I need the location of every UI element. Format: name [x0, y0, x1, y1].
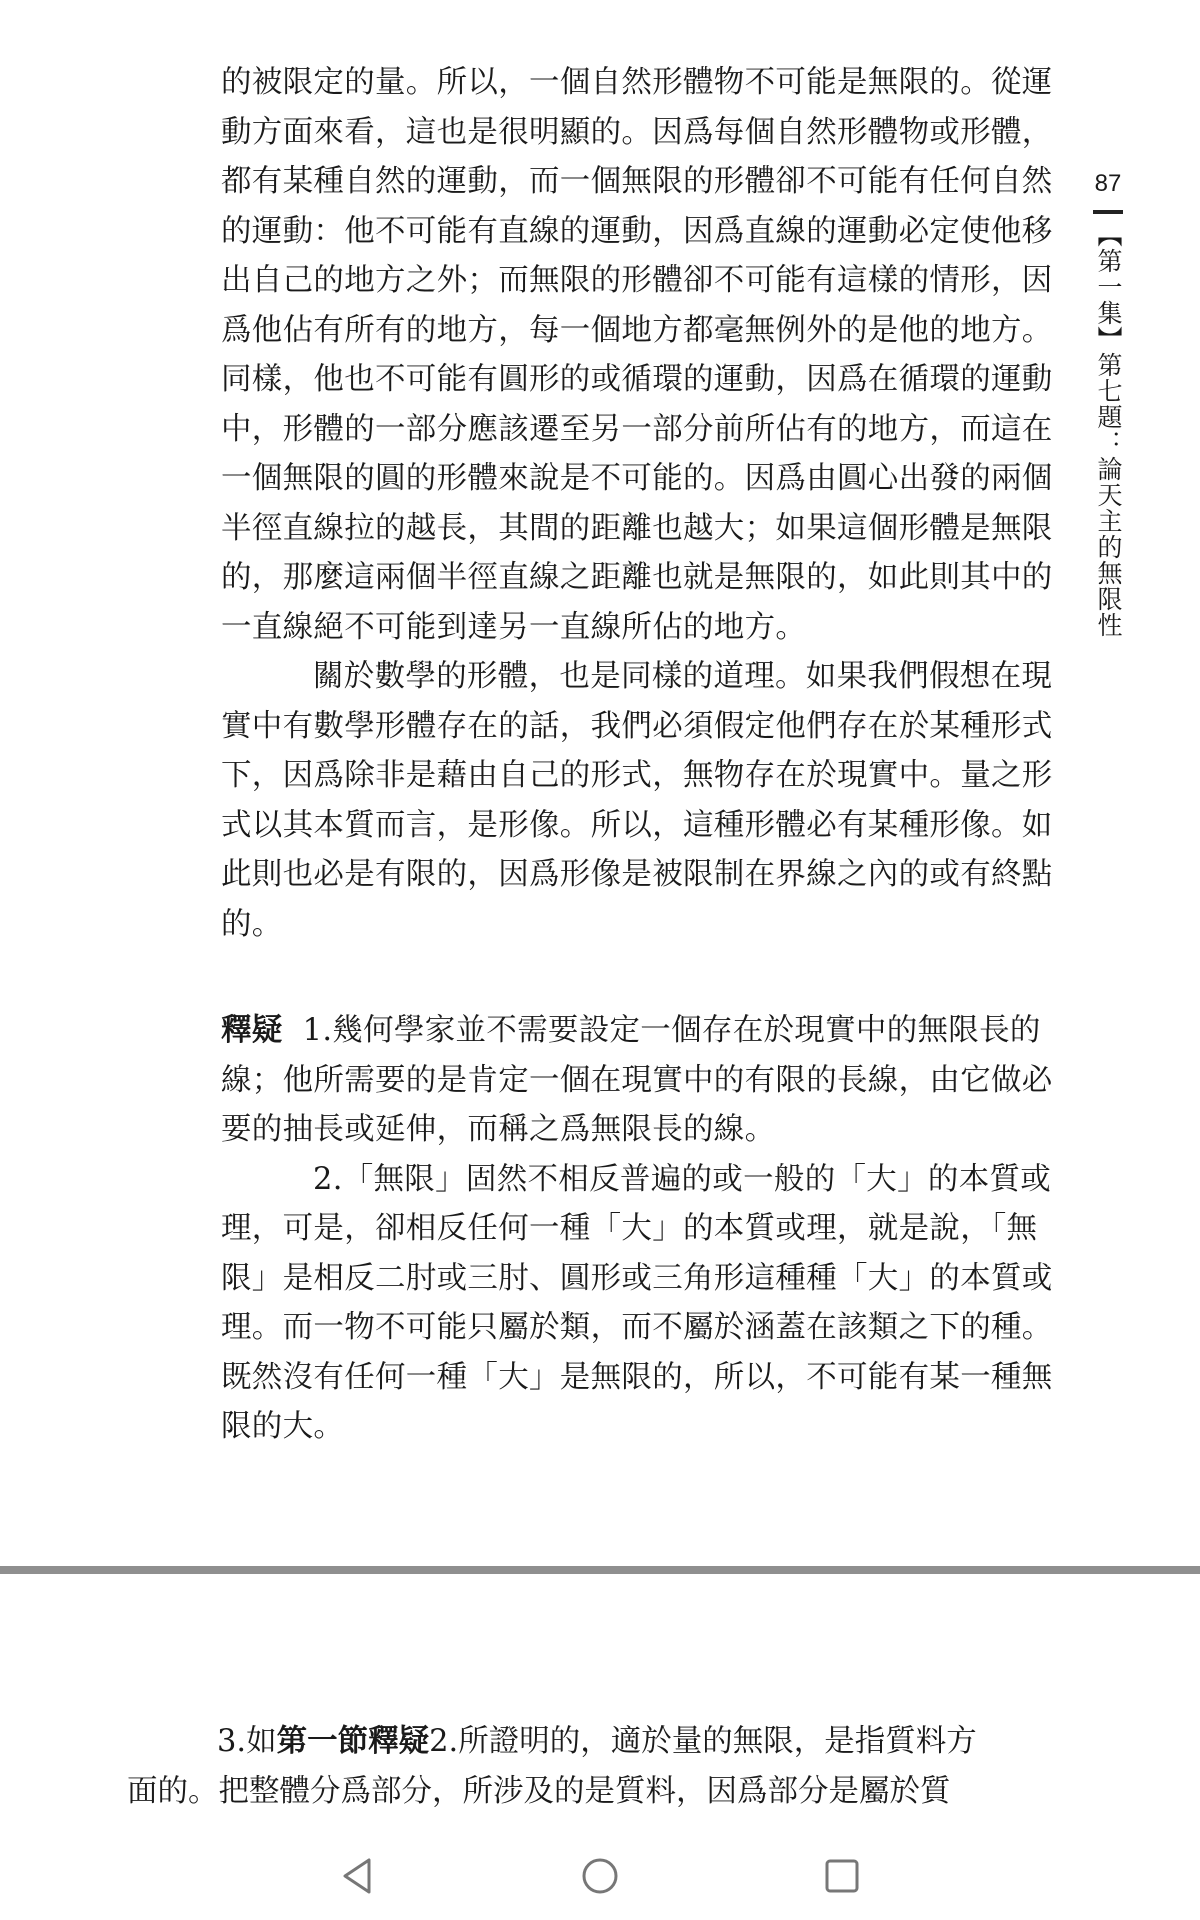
text-line: 一直線絕不可能到達另一直線所佔的地方。 [221, 609, 807, 645]
navigation-bar [0, 1832, 1200, 1920]
text-line: 動方面來看，這也是很明顯的。因爲每個自然形體物或形體， [221, 114, 1053, 150]
text-line: 面的。把整體分爲部分，所涉及的是質料，因爲部分是屬於質 [127, 1773, 951, 1809]
text-line: 的運動：他不可能有直線的運動，因爲直線的運動必定使他移 [221, 213, 1053, 249]
back-icon[interactable] [333, 1852, 381, 1900]
next-page-text [127, 1717, 1007, 1816]
text-line: 爲他佔有所有的地方，每一個地方都毫無例外的是他的地方。 [221, 312, 1053, 348]
running-title: 【第一集】第七題：論天主的無限性 [1094, 222, 1123, 638]
text-line: 中，形體的一部分應該遷至另一部分前所佔有的地方，而這在 [221, 411, 1053, 447]
text-line: 2.「無限」固然不相反普遍的或一般的「大」的本質或 [313, 1161, 1052, 1197]
text-line: 限的大。 [221, 1409, 345, 1444]
text-line: 半徑直線拉的越長，其間的距離也越大；如果這個形體是無限 [221, 510, 1053, 546]
text-line: 一個無限的圓的形體來說是不可能的。因爲由圓心出發的兩個 [221, 461, 1053, 496]
text-line: 式以其本質而言，是形像。所以，這種形體必有某種形像。如 [221, 807, 1053, 843]
header-rule [1093, 210, 1123, 214]
text-line: 此則也必是有限的，因爲形像是被限制在界線之內的或有終點 [221, 857, 1053, 892]
text-line: 出自己的地方之外；而無限的形體卻不可能有這樣的情形，因 [221, 263, 1053, 298]
text-line: 的。 [221, 906, 283, 942]
next-l1-bold: 第一節釋疑 [276, 1724, 430, 1759]
text-line: 同樣，他也不可能有圓形的或循環的運動，因爲在循環的運動 [221, 362, 1053, 397]
text-line: 都有某種自然的運動，而一個無限的形體卻不可能有任何自然 [221, 164, 1053, 199]
reply-label: 釋疑 [221, 1013, 283, 1048]
text-line: 下，因爲除非是藉由自己的形式，無物存在於現實中。量之形 [221, 758, 1053, 793]
recent-apps-icon[interactable] [818, 1852, 866, 1900]
next-l1-suffix: 2.所證明的，適於量的無限，是指質料方 [429, 1724, 977, 1759]
text-line: 限」是相反二肘或三肘、圓形或三角形這種種「大」的本質或 [221, 1260, 1053, 1296]
text-line: 的，那麼這兩個半徑直線之距離也就是無限的，如此則其中的 [221, 560, 1053, 595]
text-line: 理。而一物不可能只屬於類，而不屬於涵蓋在該類之下的種。 [221, 1310, 1053, 1345]
text-line: 的被限定的量。所以，一個自然形體物不可能是無限的。從運 [221, 65, 1053, 100]
reply-spacer [283, 1013, 303, 1048]
next-page [0, 1574, 1200, 1832]
text-line: 關於數學的形體，也是同樣的道理。如果我們假想在現 [313, 659, 1053, 694]
home-icon[interactable] [576, 1852, 624, 1900]
page-divider [0, 1566, 1200, 1574]
text-line: 要的抽長或延伸，而稱之爲無限長的線。 [221, 1112, 776, 1147]
paragraph-gap [221, 949, 1061, 1006]
text-line: 既然沒有任何一種「大」是無限的，所以，不可能有某一種無 [221, 1359, 1053, 1395]
reply-first-line [221, 1006, 1061, 1056]
page-number: 87 [1094, 170, 1122, 197]
text-line: 實中有數學形體存在的話，我們必須假定他們存在於某種形式 [221, 708, 1053, 744]
next-first-line [127, 1717, 1007, 1767]
text-line: 線；他所需要的是肯定一個在現實中的有限的長線，由它做必 [221, 1062, 1053, 1098]
next-l1-prefix: 3.如 [217, 1724, 277, 1759]
main-text-column [221, 58, 1061, 1452]
running-header [1086, 168, 1130, 638]
reply1-first-text: 1.幾何學家並不需要設定一個存在於現實中的無限長的 [302, 1013, 1041, 1048]
text-line: 理，可是，卻相反任何一種「大」的本質或理，就是說，「無 [221, 1211, 1038, 1246]
